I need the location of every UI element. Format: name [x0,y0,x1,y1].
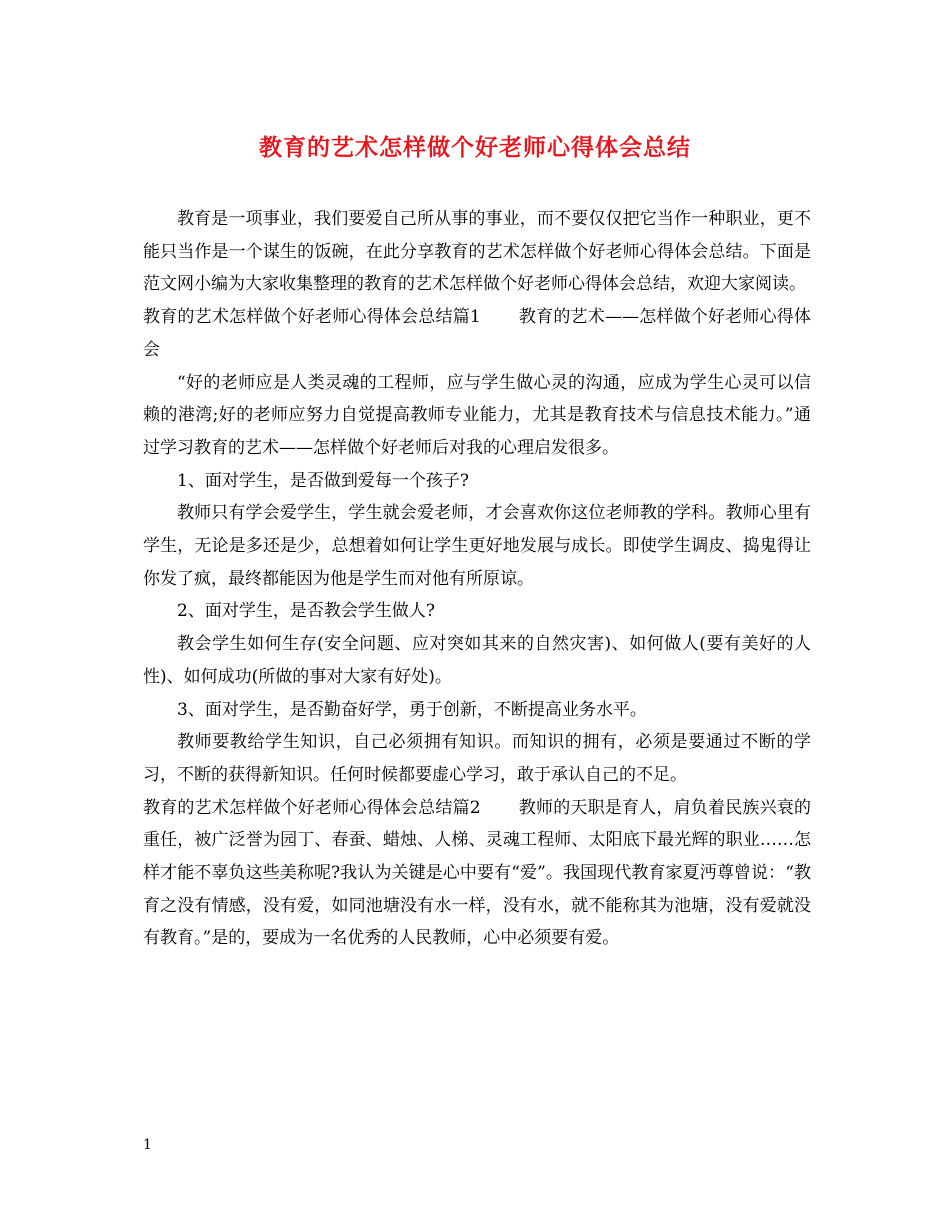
intro-paragraph: 教育是一项事业，我们要爱自己所从事的事业，而不要仅仅把它当作一种职业，更不能只当作是一个谋生的饭碗，在此分享教育的艺术怎样做个好老师心得体会总结。下面是范文网小编为大家收集整理的教育的艺术怎样做个好老师心得体会总结，欢迎大家阅读。 [143,209,811,295]
document-body [143,203,811,955]
section-2-heading: 教育的艺术怎样做个好老师心得体会总结篇2 [143,797,481,818]
point-3-paragraph: 教师要教给学生知识，自己必须拥有知识。而知识的拥有，必须是要通过不断的学习，不断的获得新知识。任何时候都要虚心学习，敢于承认自己的不足。 [143,732,811,785]
section-1-heading: 教育的艺术怎样做个好老师心得体会总结篇1 [143,307,481,328]
document-title: 教育的艺术怎样做个好老师心得体会总结 [259,134,691,161]
point-2-paragraph: 教会学生如何生存(安全问题、应对突如其来的自然灾害)、如何做人(要有美好的人性)、如何成功(所做的事对大家有好处)。 [143,634,811,687]
point-2-heading: 2、面对学生，是否教会学生做人? [177,601,435,622]
section-1-paragraph [143,301,811,366]
point-1-heading: 1、面对学生，是否做到爱每一个孩子? [177,470,469,491]
point-1-paragraph: 教师只有学会爱学生，学生就会爱老师，才会喜欢你这位老师教的学科。教师心里有学生，无论是多还是少，总想着如何让学生更好地发展与成长。即使学生调皮、捣鬼得让你发了疯，最终都能因为他是学生而对他有所原谅。 [143,503,811,589]
section-1-lead: 教育的艺术——怎样做个好老师心得体会 [143,307,811,360]
page-number: 1 [143,1137,152,1153]
section-2-lead: 教师的天职是育人，肩负着民族兴衰的重任，被广泛誉为园丁、春蚕、蜡烛、人梯、灵魂工程师、太阳底下最光辉的职业……怎样才能不辜负这些美称呢?我认为关键是心中要有“爱”。我国现代教育家夏沔尊曾说：“教育之没有情感，没有爱，如同池塘没有水一样，没有水，就不能称其为池塘，没有爱就没有教育。”是的，要成为一名优秀的人民教师，心中必须要有爱。 [143,797,811,949]
quote-paragraph: “好的老师应是人类灵魂的工程师，应与学生做心灵的沟通，应成为学生心灵可以信赖的港湾;好的老师应努力自觉提高教师专业能力，尤其是教育技术与信息技术能力。”通过学习教育的艺术——怎样做个好老师后对我的心理启发很多。 [143,372,811,458]
point-3-heading: 3、面对学生，是否勤奋好学，勇于创新，不断提高业务水平。 [177,699,647,720]
section-2-paragraph [143,792,811,956]
